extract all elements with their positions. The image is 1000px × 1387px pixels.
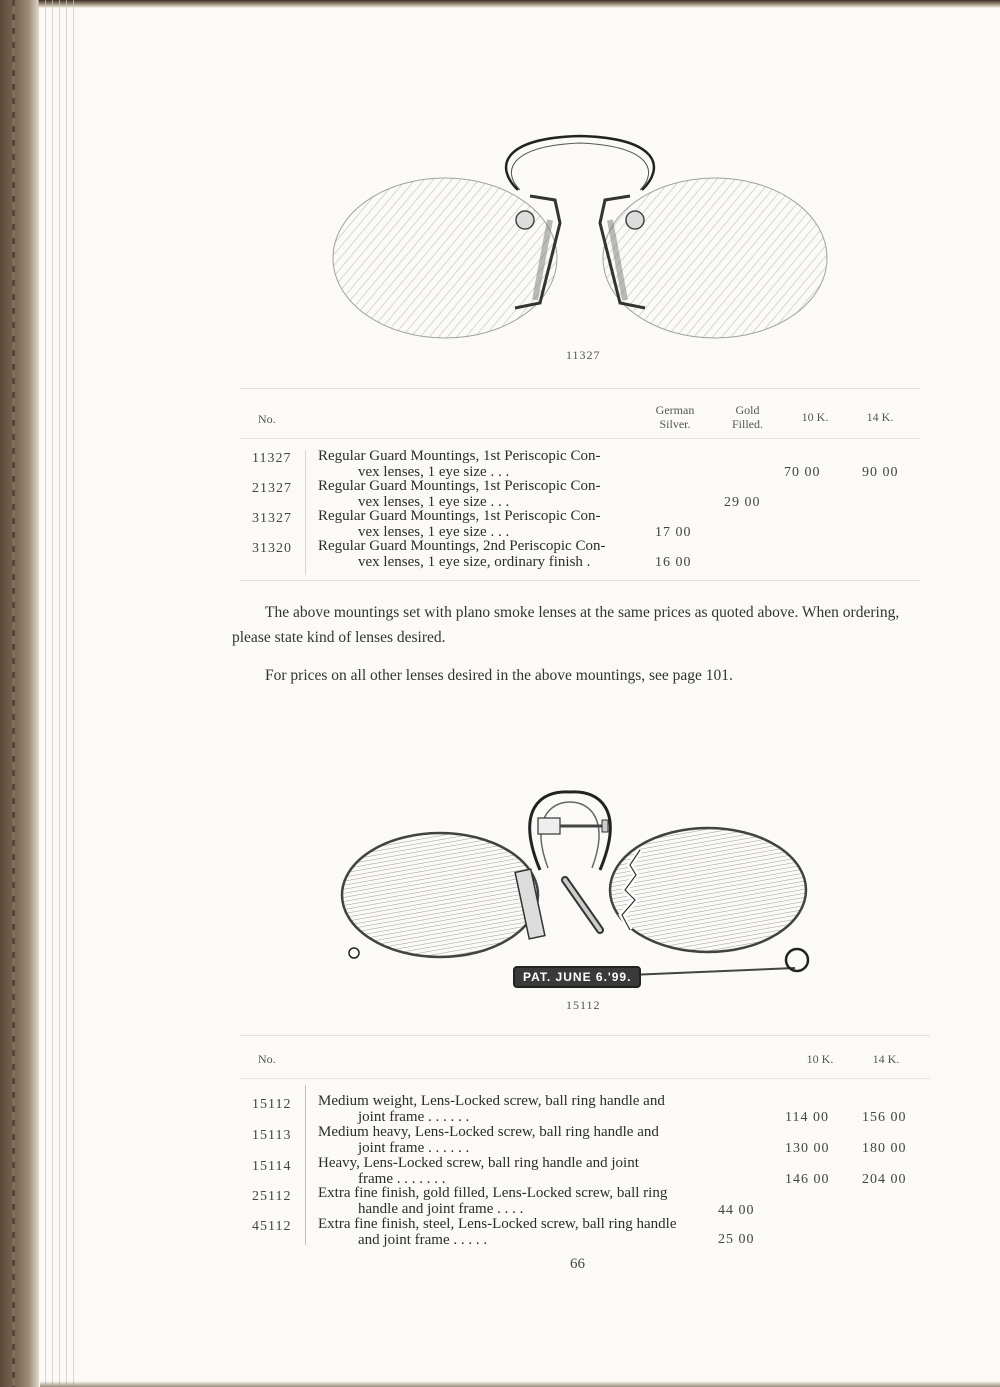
table1-bottom-rule — [240, 580, 920, 581]
price-10k: 146 00 — [785, 1172, 830, 1187]
table1-header-rule — [240, 438, 920, 439]
page-number: 66 — [570, 1256, 585, 1272]
item-description — [318, 1155, 639, 1187]
item-number: 21327 — [252, 481, 292, 496]
table2-divider — [305, 1085, 306, 1245]
table2-header-14k: 14 K. — [872, 1052, 900, 1066]
description-line-1: Medium heavy, Lens-Locked screw, ball ring handle and — [318, 1124, 659, 1140]
item-description — [318, 1124, 659, 1156]
description-line-2: handle and joint frame . . . . — [358, 1201, 524, 1217]
price-14k: 90 00 — [862, 465, 899, 480]
item-description — [318, 1093, 665, 1125]
patent-badge: PAT. JUNE 6.'99. — [513, 966, 641, 988]
price-gold-filled: 29 00 — [724, 495, 761, 510]
figure-2-label: 15112 — [566, 998, 601, 1012]
table1-header-14k: 14 K. — [866, 410, 894, 424]
description-line-1: Heavy, Lens-Locked screw, ball ring handle and joint — [318, 1155, 639, 1171]
item-number: 31327 — [252, 511, 292, 526]
item-description — [318, 448, 600, 480]
item-number: 25112 — [252, 1189, 292, 1204]
item-description — [318, 1185, 667, 1217]
table2-header-rule — [240, 1078, 930, 1079]
item-number: 15113 — [252, 1128, 292, 1143]
item-number: 45112 — [252, 1219, 292, 1234]
lens-locked-eyeglass-illustration — [340, 780, 830, 990]
table1-top-rule — [240, 388, 920, 389]
price-10k: 130 00 — [785, 1141, 830, 1156]
table2-header-10k: 10 K. — [806, 1052, 834, 1066]
price-german-silver: 16 00 — [655, 555, 692, 570]
note-paragraph-1: The above mountings set with plano smoke lenses at the same prices as quoted above. When ordering, please state kind of lenses desired. — [232, 604, 900, 646]
item-number: 31320 — [252, 541, 292, 556]
figure-1-label: 11327 — [566, 348, 601, 362]
description-line-1: Regular Guard Mountings, 1st Periscopic Con- — [318, 448, 601, 464]
note-paragraph-2: For prices on all other lenses desired in the above mountings, see page 101. — [265, 667, 733, 684]
description-line-2: joint frame . . . . . . — [358, 1140, 470, 1156]
description-line-1: Regular Guard Mountings, 2nd Periscopic Con- — [318, 538, 606, 554]
price-gold-filled-or-steel: 25 00 — [718, 1232, 755, 1247]
price-14k: 204 00 — [862, 1172, 907, 1187]
price-14k: 180 00 — [862, 1141, 907, 1156]
table1-header-no: No. — [258, 412, 276, 426]
item-description — [318, 478, 600, 510]
description-line-2: and joint frame . . . . . — [358, 1232, 488, 1248]
page-bottom-edge — [40, 1381, 1000, 1387]
page-top-shadow — [0, 0, 1000, 8]
item-description — [318, 508, 600, 540]
item-description — [318, 538, 605, 570]
price-10k: 114 00 — [785, 1110, 829, 1125]
table1-divider — [305, 450, 306, 575]
pince-nez-illustration — [330, 128, 830, 353]
book-binding — [0, 0, 38, 1387]
price-german-silver: 17 00 — [655, 525, 692, 540]
table1-header-gold: Gold Filled. — [731, 403, 763, 431]
price-14k: 156 00 — [862, 1110, 907, 1125]
description-line-1: Extra fine finish, gold filled, Lens-Locked screw, ball ring — [318, 1185, 668, 1201]
item-number: 15112 — [252, 1097, 292, 1112]
table1-header-german: German Silver. — [655, 403, 695, 431]
description-line-2: vex lenses, 1 eye size, ordinary finish . — [358, 554, 591, 570]
table2-top-rule — [240, 1035, 930, 1036]
description-line-2: frame . . . . . . . — [358, 1171, 446, 1187]
description-line-1: Regular Guard Mountings, 1st Periscopic Con- — [318, 478, 601, 494]
table2-header-no: No. — [258, 1052, 276, 1066]
description-line-2: vex lenses, 1 eye size . . . — [358, 524, 510, 540]
description-line-2: vex lenses, 1 eye size . . . — [358, 494, 510, 510]
description-line-1: Medium weight, Lens-Locked screw, ball ring handle and — [318, 1093, 665, 1109]
description-line-2: vex lenses, 1 eye size . . . — [358, 464, 510, 480]
table1-header-10k: 10 K. — [801, 410, 829, 424]
item-number: 15114 — [252, 1159, 292, 1174]
item-description — [318, 1216, 676, 1248]
price-gold-filled-or-steel: 44 00 — [718, 1203, 755, 1218]
description-line-1: Extra fine finish, steel, Lens-Locked screw, ball ring handle — [318, 1216, 677, 1232]
description-line-2: joint frame . . . . . . — [358, 1109, 470, 1125]
price-10k: 70 00 — [784, 465, 821, 480]
item-number: 11327 — [252, 451, 292, 466]
page-edges — [38, 0, 78, 1387]
description-line-1: Regular Guard Mountings, 1st Periscopic Con- — [318, 508, 601, 524]
